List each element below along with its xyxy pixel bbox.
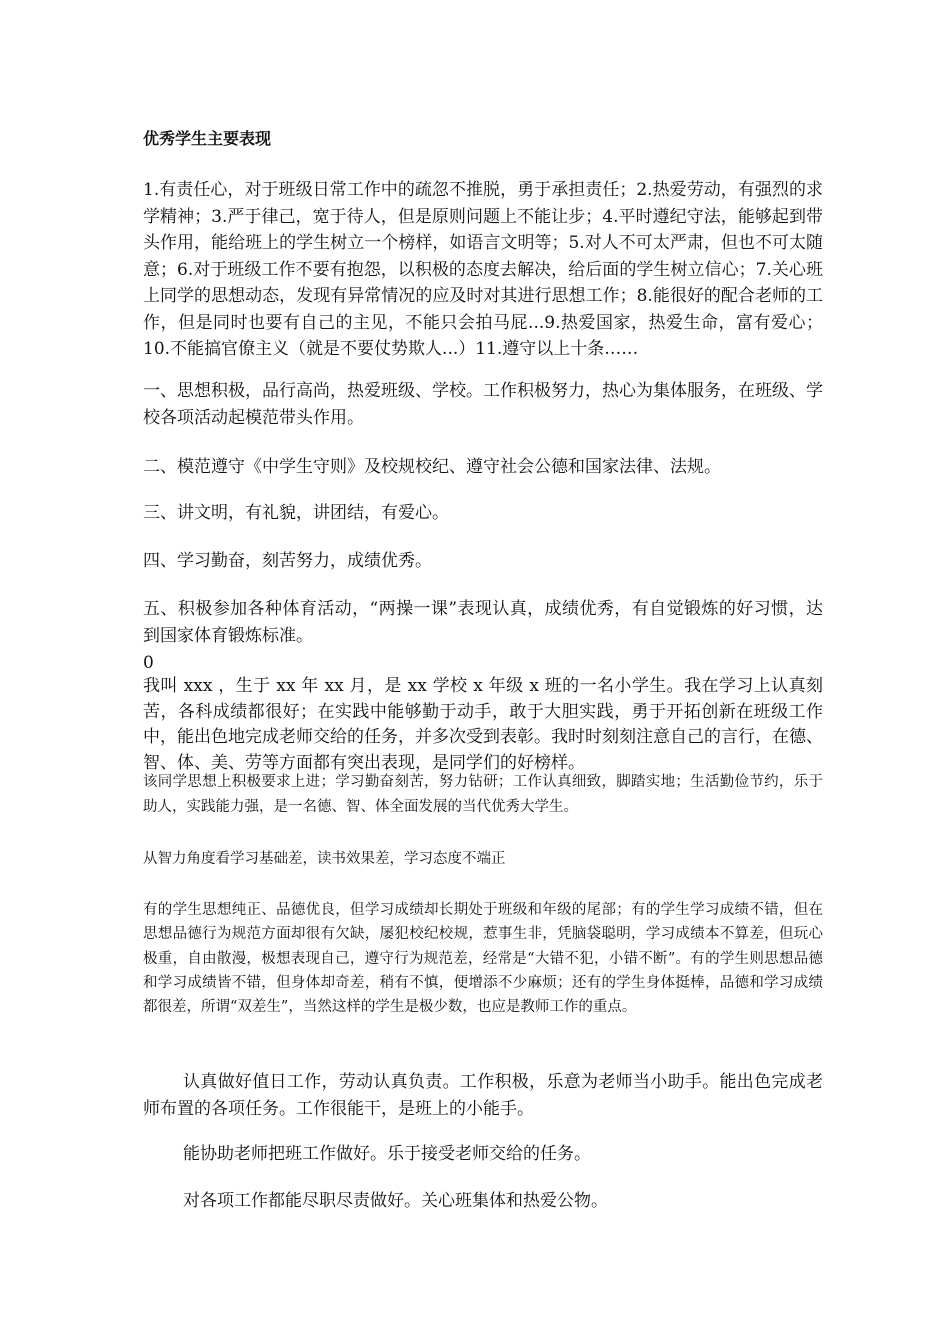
- paragraph-qualities-list: 1.有责任心，对于班级日常工作中的疏忽不推脱，勇于承担责任；2.热爱劳动，有强烈的求学精神；3.严于律己，宽于待人，但是原则问题上不能让步；4.平时遵纪守法，能够起到带头作用，能给班上的学生树立一个榜样，如语言文明等；5.对人不可太严肃，但也不可太随意；6.对于班级工作不要有抱怨，以积极的态度去解决，给后面的学生树立信心；7.关心班上同学的思想动态，发现有异常情况的应及时对其进行思想工作；8.能很好的配合老师的工作，但是同时也要有自己的主见，不能只会拍马屁...9.热爱国家，热爱生命，富有爱心；10.不能搞官僚主义（就是不要仗势欺人...）11.遵守以上十条……: [143, 180, 823, 359]
- paragraph-duty-work: 认真做好值日工作，劳动认真负责。工作积极，乐意为老师当小助手。能出色完成老师布置的各项任务。工作很能干，是班上的小能手。: [143, 1072, 823, 1119]
- paragraph-item-2: 二、模范遵守《中学生守则》及校规校纪、遵守社会公德和国家法律、法规。: [143, 457, 721, 477]
- paragraph-item-1: 一、思想积极，品行高尚，热爱班级、学校。工作积极努力，热心为集体服务，在班级、学校各项活动起模范带头作用。: [143, 381, 823, 428]
- paragraph-self-introduction: 我叫 xxx ，生于 xx 年 xx 月，是 xx 学校 x 年级 x 班的一名小学生。我在学习上认真刻苦，各科成绩都很好；在实践中能够勤于动手，敢于大胆实践，勇于开拓创新在班级工作中，能出色地完成老师交给的任务，并多次受到表彰。我时时刻刻注意自己的言行，在德、智、体、美、劳等方面都有突出表现，是同学们的好榜样。: [143, 676, 823, 773]
- paragraph-evaluation: 该同学思想上积极要求上进；学习勤奋刻苦，努力钻研；工作认真细致，脚踏实地；生活勤俭节约，乐于助人，实践能力强，是一名德、智、体全面发展的当代优秀大学生。: [143, 774, 823, 815]
- paragraph-item-4: 四、学习勤奋，刻苦努力，成绩优秀。: [143, 551, 432, 571]
- paragraph-item-3: 三、讲文明，有礼貌，讲团结，有爱心。: [143, 503, 449, 523]
- paragraph-student-types: 有的学生思想纯正、品德优良，但学习成绩却长期处于班级和年级的尾部；有的学生学习成绩不错，但在思想品德行为规范方面却很有欠缺，屡犯校纪校规，惹事生非，凭脑袋聪明，学习成绩本不算差，但玩心极重，自由散漫，极想表现自己，遵守行为规范差，经常是“大错不犯，小错不断”。有的学生则思想品德和学习成绩皆不错，但身体却奇差，稍有不慎，便增添不少麻烦；还有的学生身体挺棒，品德和学习成绩都很差，所谓“双差生”，当然这样的学生是极少数，也应是教师工作的重点。: [143, 902, 823, 1016]
- paragraph-responsibility: 对各项工作都能尽职尽责做好。关心班集体和热爱公物。: [183, 1191, 608, 1211]
- paragraph-item-5: 五、积极参加各种体育活动，“两操一课”表现认真，成绩优秀，有自觉锻炼的好习惯，达到国家体育锻炼标准。: [143, 599, 823, 646]
- paragraph-intelligence-note: 从智力角度看学习基础差，读书效果差，学习态度不端正: [143, 851, 506, 867]
- paragraph-zero: 0: [143, 653, 154, 673]
- paragraph-assist-teacher: 能协助老师把班工作做好。乐于接受老师交给的任务。: [183, 1144, 591, 1164]
- document-title: 优秀学生主要表现: [143, 129, 272, 148]
